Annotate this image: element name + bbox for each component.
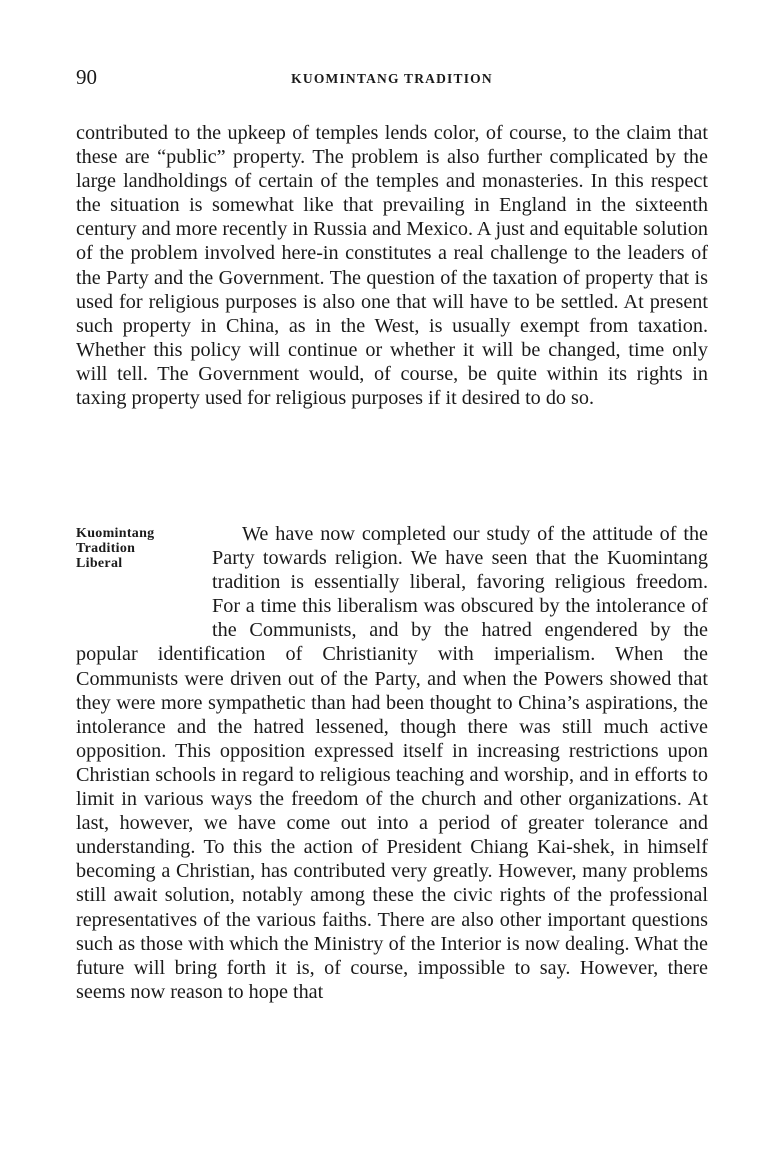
- sidenote-line-3: Liberal: [76, 556, 123, 571]
- margin-sidenote: [76, 526, 212, 622]
- sidenote-line-1: Kuomintang: [76, 526, 155, 541]
- paragraph-2: We have now completed our study of the attitude of the Party towards religion. We have seen that the Kuomintang tradition is essentially liberal, favoring religious freedom. For a time this liberalism was obscured by the intolerance of the Communists, and by the hatred engendered by the popular identification of Christianity with imperialism. When the Communists were driven out of the Party, and when the Powers showed that they were more sympathetic than had been thought to China’s aspirations, the intolerance and the hatred lessened, though there was still much active opposition. This opposition expressed itself in increasing restrictions upon Christian schools in regard to religious teaching and worship, and in efforts to limit in various ways the freedom of the church and other organizations. At last, however, we have come out into a period of greater tolerance and understanding. To this the action of President Chiang Kai-shek, in himself becoming a Christian, has contributed very greatly. However, many problems still await solution, notably among these the civic rights of the professional representatives of the various faiths. There are also other important questions such as those with which the Ministry of the Interior is now dealing. What the future will bring forth it is, of course, impossible to say. However, there seems now reason to hope that: [76, 523, 708, 1003]
- page-number: 90: [76, 65, 97, 89]
- sidenote-line-2: Tradition: [76, 541, 136, 556]
- paragraph-2-block: [76, 522, 708, 1004]
- page-header: [76, 62, 708, 92]
- running-title: KUOMINTANG TRADITION: [291, 71, 493, 86]
- paragraph-1: contributed to the upkeep of temples lends color, of course, to the claim that these are “public” property. The problem is also further complicated by the large landholdings of certain of the temples and monasteries. In this respect the situation is somewhat like that prevailing in England in the sixteenth century and more recently in Russia and Mexico. A just and equitable solution of the problem involved here-in constitutes a real challenge to the leaders of the Party and the Government. The question of the taxation of property that is used for religious purposes is also one that will have to be settled. At present such property in China, as in the West, is usually exempt from taxation. Whether this policy will continue or whether it will be changed, time only will tell. The Government would, of course, be quite within its rights in taxing property used for religious purposes if it desired to do so.: [76, 122, 708, 410]
